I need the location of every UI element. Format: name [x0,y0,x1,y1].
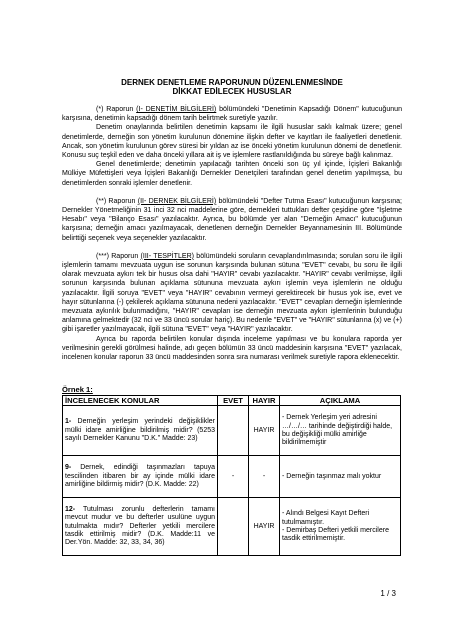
table-cell-konu [63,456,218,498]
para4-section-ref: (II- DERNEK BİLGİLERİ) [137,197,217,205]
page-number: 1 / 3 [380,589,396,598]
header-evet: EVET [218,396,249,406]
table-cell-hayir: - [249,456,280,498]
table-cell-konu [63,406,218,456]
header-konular: İNCELENECEK KONULAR [63,396,218,406]
para5-prefix: (***) Raporun [96,252,141,260]
table-cell-evet: - [218,456,249,498]
example-heading: Örnek 1: [62,385,93,395]
paragraph-denetim-bilgileri [62,105,402,123]
table-row [63,406,401,456]
table-cell-evet [218,406,249,456]
table-row [63,498,401,556]
paragraph-tespitler [62,252,402,335]
paragraph-dernek-bilgileri [62,197,402,243]
row-number: 9- [65,464,72,472]
table-cell-aciklama: - Dernek Yerleşim yeri adresini …/…/… tarihinde değiştirdiği halde, bu değişikliği mülki amirliğe bildirilmemiştir [280,406,401,456]
para1-prefix: (*) Raporun [96,106,137,113]
table-header-row [63,396,401,406]
table-cell-hayir: HAYIR [249,406,280,456]
para5-rest: bölümündeki soruların cevaplandırılmasında; sorulan soru ile ilgili işlemlerin tamamı mevzuata uygun ise sorunun karşısında bulunan sütuna "EVET" cevabı, bu soru ile ilgili olarak mevzuata aykırı tek bir husus olsa dahi "HAYIR" cevabı yazılacaktır. "HAYIR" cevabı verilmişse, ilgili sorunun karşısında bulunan açıklama sütununa mevzuata aykırı işlemin veya işlemlerin ne olduğu yazılacaktır. İlgili soruya "EVET" veya "HAYIR" cevabının vermeyi gerektirecek bir husus yok ise, evet ve hayır sütunlarına (-) çekilerek açıklama sütununa nedeni yazılacaktır. "EVET" cevapları derneğin işlemlerinde mevzuata aykırılık bulunmadığını, "HAYIR" cevapları ise derneğin mevzuata aykırı işlemlerinin bulunduğu anlamına gelmektedir (32 nci ve 33 üncü sorular hariç). Bu nedenle "EVET" ve "HAYIR" sütunlarına (x) ve (+) gibi işaretler yazılmayacak, ilgili sütuna "EVET" veya "HAYIR" yazılacaktır. [62,252,403,334]
table-cell-hayir: HAYIR [249,498,280,556]
para1-rest: bölümündeki "Denetimin Kapsadığı Dönem" kutucuğunun karşısına, denetimin kapsadığı dönem tarih belirtmek suretiyle yazılır. [62,106,402,123]
table-cell-konu [63,498,218,556]
row-konu-text: Derneğin yerleşim yerindeki değişiklikler mülki idare amirliğine bildirilmiş midir? (5253 sayılı Dernekler Kanunu "D.K." Madde: 23) [65,418,215,442]
header-aciklama: AÇIKLAMA [280,396,401,406]
table-cell-aciklama: - Alındı Belgesi Kayıt Defteri tutulmamıştır. - Demirbaş Defteri yetkili mercilere tasdik ettirilmemiştir. [280,498,401,556]
table-cell-aciklama: - Derneğin taşınmaz malı yoktur [280,456,401,498]
para5-section-ref: (III- TESPİTLER) [140,252,195,260]
row-konu-text: Dernek, edindiği taşınmazları tapuya tescilinden itibaren bir ay içinde mülki idare amirliğine bildirmiş midir? (D.K. Madde: 22) [65,464,215,488]
paragraph-genel-denetim: Genel denetimlerde; denetimin yapılacağı tarihten önceki son üç yıl içinde, İçişleri Bakanlığı Mülkiye Müfettişleri veya İçişleri Bakanlığı Dernekler Denetçileri tarafından genel denetim yapılmışsa, bu denetimlerden sonraki işlemler denetlenir. [62,161,402,187]
table-cell-evet [218,498,249,556]
example-table [62,395,401,556]
row-number: 12- [65,506,76,514]
para4-rest: bölümündeki "Defter Tutma Esası" kutucuğunun karşısına; Dernekler Yönetmeliğinin 31 inci 32 nci maddelerine göre, dernekleri tuttukları defter çeşidine göre "İşletme Hesabı" veya "Bilanço Esası" yazılacaktır. Ayrıca, bu bölümde yer alan "Derneğin Amacı" kutucuğunun karşısına; derneğin amacı yazılmayacak, denetlenen derneğin Dernekler Beyannamesinin III. Bölümünde belirttiği seçenek veya seçenekler yazılacaktır. [62,197,402,242]
table-row [63,456,401,498]
row-konu-text: Tutulması zorunlu defterlerin tamamı mevcut mudur ve bu defterler usulüne uygun tutulmakta mıdır? Defterler yetkili mercilere tasdik ettirilmiş midir? (D.K. Madde:11 ve Der.Yön. Madde: 32, 33, 34, 36) [65,506,215,547]
header-hayir: HAYIR [249,396,280,406]
paragraph-ek-konular: Ayrıca bu raporda belirtilen konular dışında inceleme yapılması ve bu konulara raporda yer verilmesinin gerekli görülmesi halinde, adı geçen bölümün 33 üncü maddesinin karşısına "EVET" yazılacak, incelenen konular raporun 33 üncü maddesinden sonra sıra numarası verilmek suretiyle rapora eklenecektir. [62,335,402,362]
document-title-line2: DİKKAT EDİLECEK HUSUSLAR [172,87,292,96]
para4-prefix: (**) Raporun [96,197,138,205]
row-number: 1- [65,418,72,426]
document-title-line1: DERNEK DENETLEME RAPORUNUN DÜZENLENMESİNDE [121,78,343,87]
paragraph-kapsam: Denetim onaylarında belirtilen denetimin kapsamı ile ilgili hususlar saklı kalmak üzere; genel denetimlerde, derneğin son yönetim kurulunun dönemine ilişkin defter ve kayıtları ile faaliyetleri denetlenir. Ancak, son yönetim kurulunun görev süresi bir yıldan az ise önceki yönetim kurulunun dönemi de denetlenir. Konusu suç teşkil eden ve daha önceki yıllara ait iş ve işlemlere rastlanıldığında bu süreye bağlı kalınmaz. [62,124,402,160]
para1-section-ref: (I- DENETİM BİLGİLERİ) [136,106,217,113]
